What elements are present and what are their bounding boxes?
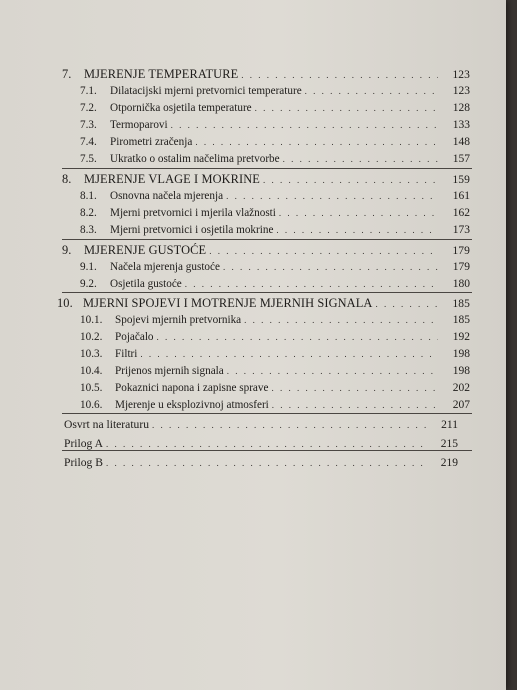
toc-entry-page-number: 161 [452, 190, 470, 202]
toc-entry-title: Mjerni pretvornici i mjerila vlažnosti [110, 207, 276, 219]
dot-leader [152, 421, 426, 430]
toc-entry-number: 10. [57, 296, 73, 310]
toc-entry [64, 457, 458, 470]
toc-entry [62, 173, 470, 187]
toc-entry [80, 120, 470, 132]
toc-entry [80, 315, 470, 327]
toc-entry-page-number: 185 [452, 314, 470, 326]
dot-leader [106, 440, 426, 449]
section-divider [62, 450, 472, 451]
dot-leader [106, 459, 426, 468]
toc-entry-page-number: 148 [452, 136, 470, 148]
toc-entry-title: Pirometri zračenja [110, 136, 193, 148]
toc-entry [57, 297, 470, 311]
toc-entry-page-number: 157 [452, 153, 470, 165]
toc-entry-page-number: 198 [452, 348, 470, 360]
toc-entry-title: Prijenos mjernih signala [115, 365, 224, 377]
toc-entry [80, 208, 470, 220]
dot-leader [375, 300, 438, 309]
dot-leader [279, 209, 438, 218]
toc-entry-title: Termoparovi [110, 119, 168, 131]
toc-entry-page-number: 192 [452, 331, 470, 343]
toc-entry-title: MJERENJE VLAGE I MOKRINE [84, 172, 260, 186]
section-divider [62, 413, 472, 414]
toc-entry-page-number: 207 [452, 399, 470, 411]
section-divider [62, 239, 472, 240]
section-divider [62, 168, 472, 169]
dot-leader [283, 155, 438, 164]
toc-entry-number: 7.1. [80, 85, 97, 97]
toc-entry-title: Pojačalo [115, 331, 154, 343]
dot-leader [271, 384, 438, 393]
toc-entry-title: Filtri [115, 348, 138, 360]
dot-leader [223, 263, 438, 272]
toc-entry-page-number: 128 [452, 102, 470, 114]
toc-entry-page-number: 180 [452, 278, 470, 290]
toc-entry-page-number: 123 [452, 69, 470, 81]
toc-entry-number: 9. [62, 243, 72, 257]
toc-entry-title: Osvrt na literaturu [64, 418, 149, 431]
toc-entry-number: 7.4. [80, 136, 97, 148]
toc-entry-title: Mjerni pretvornici i osjetila mokrine [110, 224, 274, 236]
toc-entry-number: 9.1. [80, 261, 97, 273]
toc-entry-page-number: 185 [452, 298, 470, 310]
toc-entry [80, 349, 470, 361]
toc-entry [80, 137, 470, 149]
dot-leader [209, 247, 438, 256]
toc-entry-page-number: 198 [452, 365, 470, 377]
toc-entry [80, 225, 470, 237]
toc-entry-number: 8. [62, 172, 72, 186]
toc-entry-number: 10.2. [80, 331, 103, 343]
toc-entry-title: Pokaznici napona i zapisne sprave [115, 382, 269, 394]
toc-entry-number: 8.2. [80, 207, 97, 219]
toc-entry-title: Prilog A [64, 437, 103, 450]
toc-entry-page-number: 173 [452, 224, 470, 236]
toc-entry-title: Osnovna načela mjerenja [110, 190, 224, 202]
dot-leader [241, 71, 438, 80]
toc-entry [62, 68, 470, 82]
toc-entry-title: Ukratko o ostalim načelima pretvorbe [110, 153, 280, 165]
toc-entry-title: Prilog B [64, 456, 103, 469]
dot-leader [276, 226, 438, 235]
toc-entry-number: 8.1. [80, 190, 97, 202]
toc-entry-page-number: 215 [440, 438, 458, 450]
dot-leader [171, 121, 438, 130]
toc-entry-page-number: 162 [452, 207, 470, 219]
toc-entry [64, 419, 458, 432]
section-divider [62, 292, 472, 293]
toc-entry-page-number: 159 [452, 174, 470, 186]
toc-entry [80, 332, 470, 344]
toc-entry [80, 191, 470, 203]
dot-leader [195, 138, 438, 147]
toc-entry-number: 10.3. [80, 348, 103, 360]
toc-entry [80, 383, 470, 395]
dot-leader [305, 87, 438, 96]
dot-leader [185, 280, 438, 289]
toc-entry-title: Otpornička osjetila temperature [110, 102, 252, 114]
dot-leader [263, 176, 438, 185]
dot-leader [227, 367, 438, 376]
toc-entry-number: 10.6. [80, 399, 103, 411]
dot-leader [157, 333, 438, 342]
toc-entry-number: 7. [62, 67, 72, 81]
toc-entry [62, 244, 470, 258]
toc-entry-number: 10.4. [80, 365, 103, 377]
toc-entry [80, 86, 470, 98]
toc-entry-page-number: 179 [452, 261, 470, 273]
toc-entry-number: 7.3. [80, 119, 97, 131]
toc-entry-page-number: 211 [441, 419, 458, 431]
toc-entry-number: 7.2. [80, 102, 97, 114]
toc-entry-title: MJERENJE TEMPERATURE [84, 67, 239, 81]
dot-leader [255, 104, 438, 113]
dot-leader [272, 401, 438, 410]
dot-leader [226, 192, 438, 201]
toc-entry-number: 7.5. [80, 153, 97, 165]
toc-entry-page-number: 123 [452, 85, 470, 97]
toc-entry-page-number: 133 [452, 119, 470, 131]
toc-entry [80, 154, 470, 166]
dot-leader [140, 350, 438, 359]
toc-entry-title: MJERNI SPOJEVI I MOTRENJE MJERNIH SIGNALA [83, 296, 373, 310]
toc-entry-title: Dilatacijski mjerni pretvornici temperature [110, 85, 302, 97]
toc-entry-title: Spojevi mjernih pretvornika [115, 314, 242, 326]
toc-entry-page-number: 179 [452, 245, 470, 257]
toc-entry-number: 8.3. [80, 224, 97, 236]
dot-leader [244, 316, 438, 325]
toc-entry [80, 400, 470, 412]
toc-entry-title: Mjerenje u eksplozivnoj atmosferi [115, 399, 269, 411]
toc-entry-title: Načela mjerenja gustoće [110, 261, 220, 273]
toc-entry-number: 10.1. [80, 314, 103, 326]
toc-entry [80, 262, 470, 274]
toc-entry [80, 279, 470, 291]
toc-entry [80, 103, 470, 115]
toc-entry-number: 9.2. [80, 278, 97, 290]
toc-entry [80, 366, 470, 378]
toc-entry-number: 10.5. [80, 382, 103, 394]
toc-entry-page-number: 202 [452, 382, 470, 394]
toc-entry-title: Osjetila gustoće [110, 278, 182, 290]
toc-entry-page-number: 219 [440, 457, 458, 469]
toc-entry-title: MJERENJE GUSTOĆE [84, 243, 207, 257]
toc-entry [64, 438, 458, 451]
